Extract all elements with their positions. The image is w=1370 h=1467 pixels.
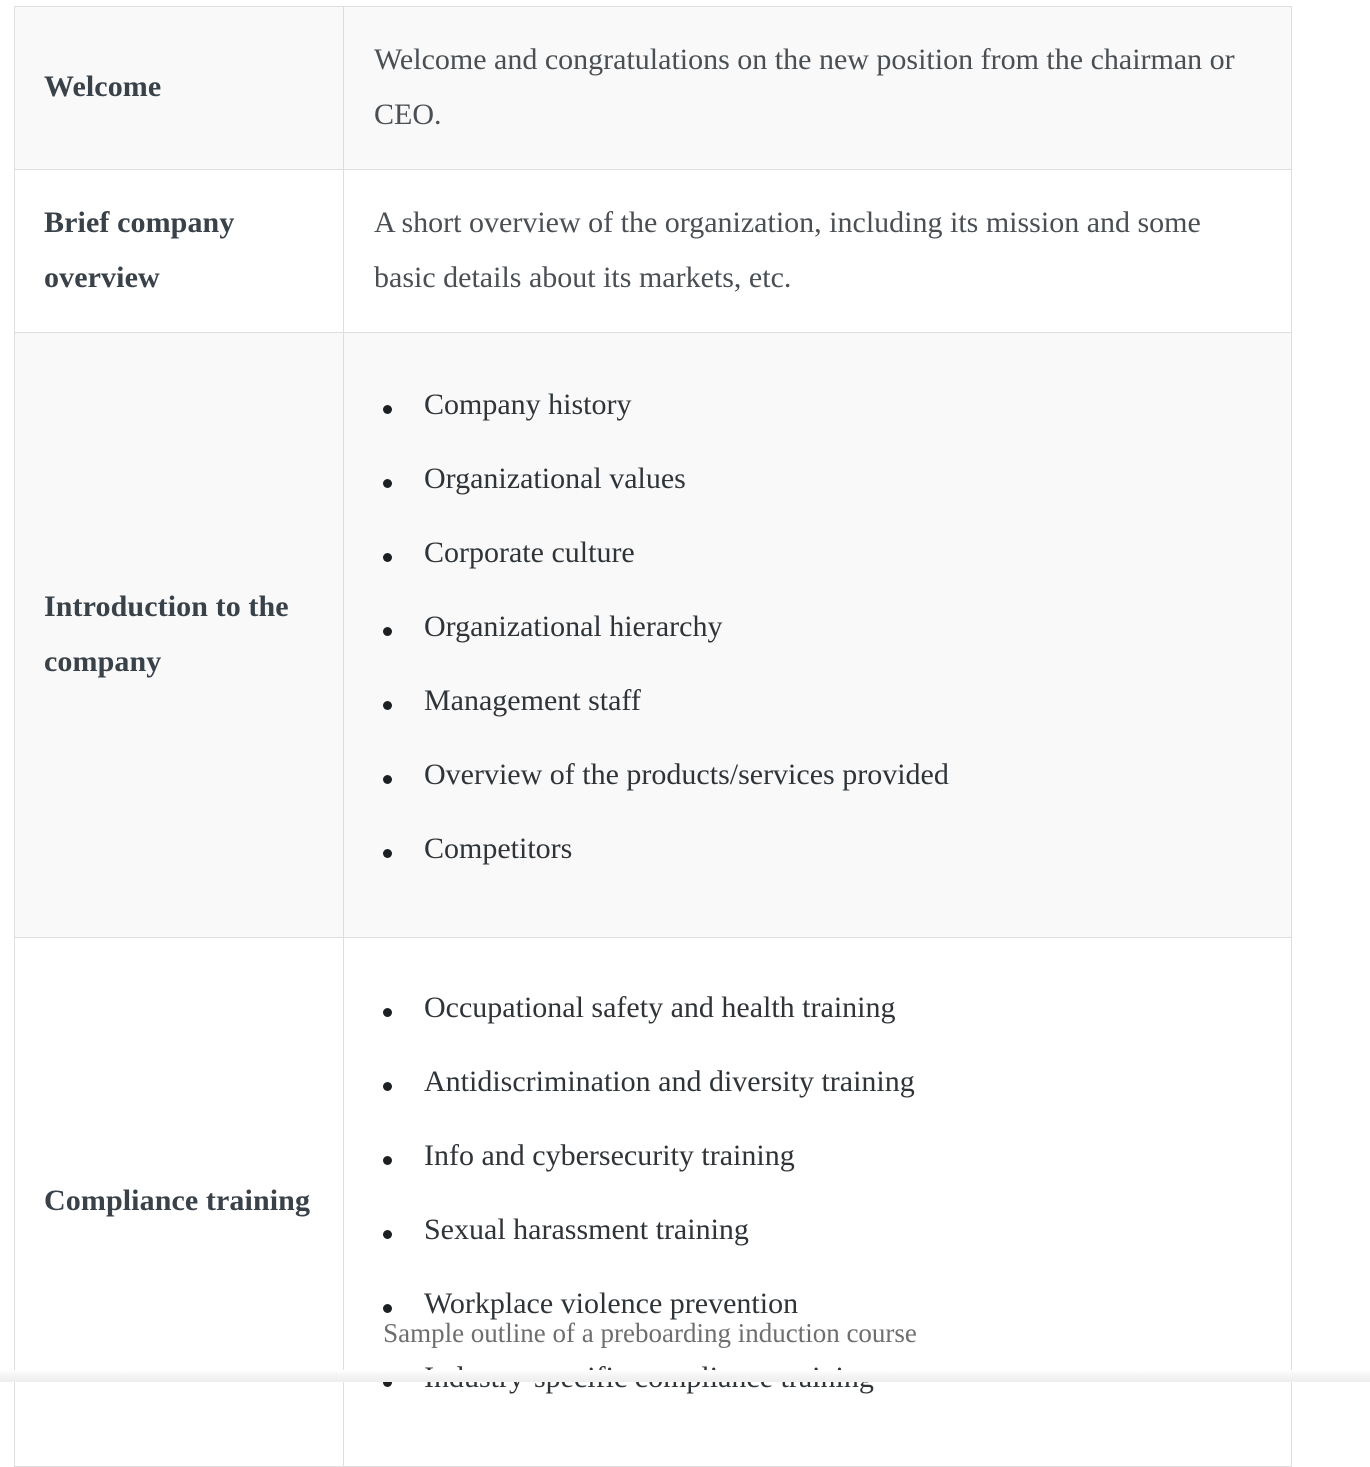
list-item — [374, 1059, 1261, 1104]
bullet-dot-icon — [383, 701, 392, 710]
bullet-dot-icon — [383, 1008, 392, 1017]
bullet-dot-icon — [383, 405, 392, 414]
list-item — [374, 985, 1261, 1030]
bullet-dot-icon — [383, 1304, 392, 1313]
row-label-cell — [15, 7, 344, 170]
list-item-label: Management staff — [424, 683, 641, 717]
row-label-cell — [15, 332, 344, 937]
list-item-label: Workplace violence prevention — [424, 1286, 799, 1320]
bullet-dot-icon — [383, 627, 392, 636]
list-item — [374, 1133, 1261, 1178]
bullet-dot-icon — [383, 775, 392, 784]
list-item — [374, 530, 1261, 575]
list-item-label: Corporate culture — [424, 535, 635, 569]
list-item-label: Company history — [424, 387, 632, 421]
bullet-dot-icon — [383, 479, 392, 488]
list-item-label: Organizational hierarchy — [424, 609, 723, 643]
list-item-label: Sexual harassment training — [424, 1212, 749, 1246]
list-item — [374, 456, 1261, 501]
list-item — [374, 1207, 1261, 1252]
row-paragraph: A short overview of the organization, including its mission and some basic details about its markets, etc. — [374, 205, 1201, 294]
table-row — [15, 169, 1292, 332]
page-bottom-edge — [0, 1370, 1370, 1382]
table-caption: Sample outline of a preboarding induction course — [383, 1318, 917, 1348]
row-label: Compliance training — [44, 1184, 311, 1218]
list-item-label: Antidiscrimination and diversity training — [424, 1064, 915, 1098]
bullet-dot-icon — [383, 553, 392, 562]
list-item-label: Overview of the products/services provided — [424, 757, 949, 791]
bullet-dot-icon — [383, 1230, 392, 1239]
row-content-cell — [344, 937, 1292, 1466]
bullet-list — [374, 382, 1261, 871]
table-row — [15, 332, 1292, 937]
bullet-dot-icon — [383, 849, 392, 858]
list-item-label: Info and cybersecurity training — [424, 1138, 795, 1172]
list-item-label: Competitors — [424, 831, 573, 865]
row-label-cell — [15, 937, 344, 1466]
preboarding-outline-table — [14, 6, 1292, 1467]
bullet-dot-icon — [383, 1082, 392, 1091]
table-row — [15, 937, 1292, 1466]
list-item — [374, 826, 1261, 871]
table-row — [15, 7, 1292, 170]
row-content-cell — [344, 169, 1292, 332]
row-paragraph: Welcome and congratulations on the new position from the chairman or CEO. — [374, 43, 1235, 131]
list-item-label: Organizational values — [424, 461, 686, 495]
row-label-cell — [15, 169, 344, 332]
row-content-cell — [344, 332, 1292, 937]
row-label: Welcome — [44, 70, 162, 104]
row-label: Introduction to the company — [44, 589, 289, 678]
row-content-cell — [344, 7, 1292, 170]
list-item — [374, 382, 1261, 427]
row-label: Brief company overview — [44, 205, 235, 294]
list-item — [374, 752, 1261, 797]
bullet-dot-icon — [383, 1156, 392, 1165]
list-item — [374, 604, 1261, 649]
list-item-label: Occupational safety and health training — [424, 990, 896, 1024]
list-item — [374, 678, 1261, 723]
